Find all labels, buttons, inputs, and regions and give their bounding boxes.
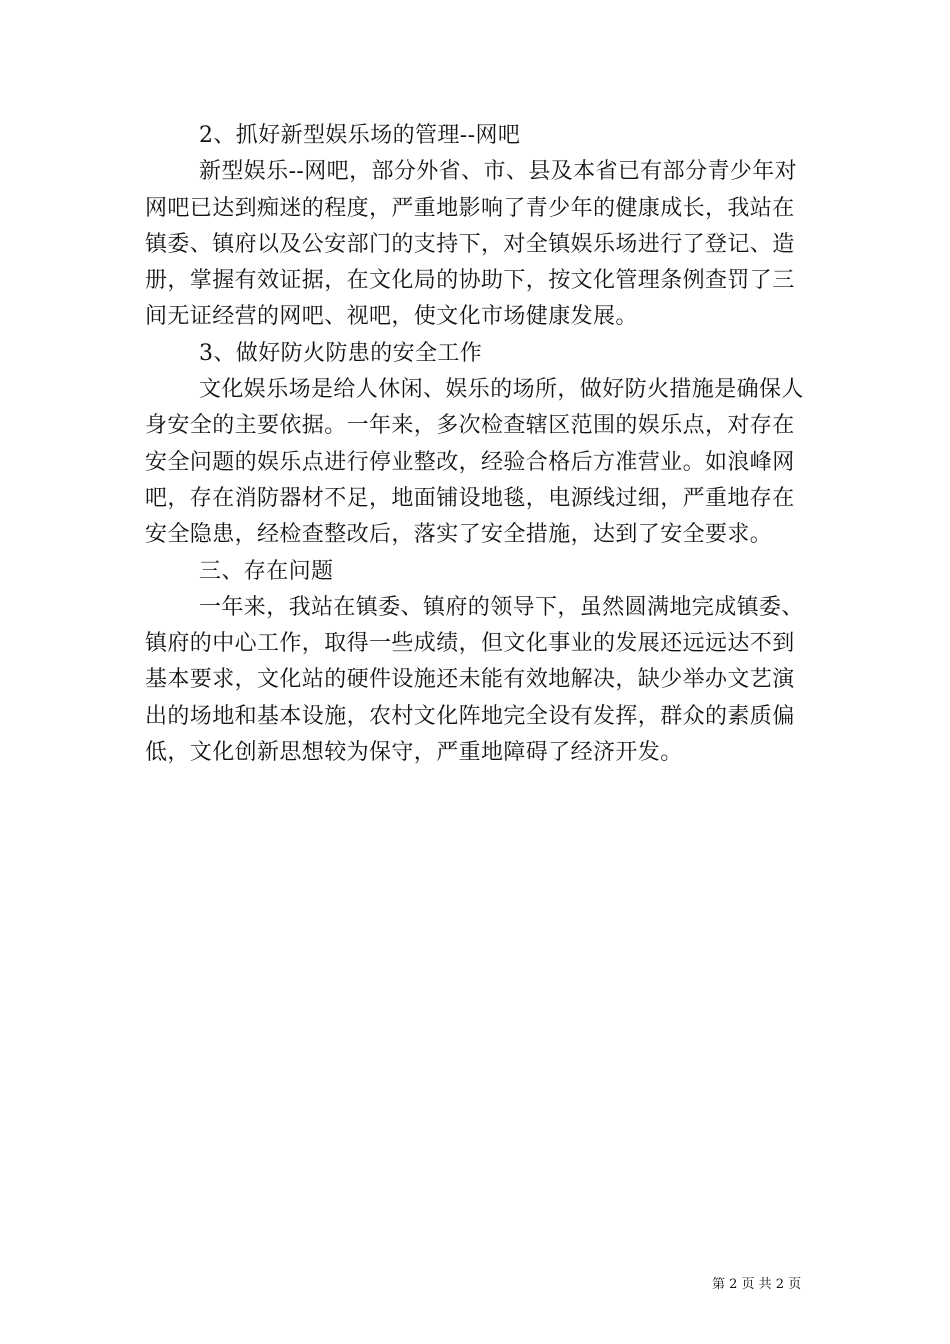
text-line: 3、做好防火防患的安全工作 xyxy=(199,340,483,366)
text-line: 基本要求，文化站的硬件设施还未能有效地解决，缺少举办文艺演 xyxy=(145,667,795,693)
text-line: 网吧已达到痴迷的程度，严重地影响了青少年的健康成长，我站在 xyxy=(145,195,795,221)
text-line: 身安全的主要依据。一年来，多次检查辖区范围的娱乐点，对存在 xyxy=(145,413,795,439)
page-number-footer: 第 2 页 共 2 页 xyxy=(712,1277,802,1292)
text-line: 低，文化创新思想较为保守，严重地障碍了经济开发。 xyxy=(145,740,683,766)
document-body xyxy=(145,118,813,771)
text-line: 一年来，我站在镇委、镇府的领导下，虽然圆满地完成镇委、 xyxy=(199,594,804,620)
text-line: 镇委、镇府以及公安部门的支持下，对全镇娱乐场进行了登记、造 xyxy=(145,231,795,257)
text-line: 镇府的中心工作，取得一些成绩，但文化事业的发展还远远达不到 xyxy=(145,631,795,657)
text-line: 文化娱乐场是给人休闲、娱乐的场所，做好防火措施是确保人 xyxy=(199,377,804,403)
text-line: 2、抓好新型娱乐场的管理--网吧 xyxy=(199,123,521,148)
text-line: 吧，存在消防器材不足，地面铺设地毯，电源线过细，严重地存在 xyxy=(145,485,795,511)
text-line: 出的场地和基本设施，农村文化阵地完全设有发挥，群众的素质偏 xyxy=(145,703,795,729)
text-line: 新型娱乐--网吧，部分外省、市、县及本省已有部分青少年对 xyxy=(199,159,798,185)
text-line: 安全问题的娱乐点进行停业整改，经验合格后方准营业。如浪峰网 xyxy=(145,449,795,475)
text-line: 三、存在问题 xyxy=(199,558,334,584)
text-line: 间无证经营的网吧、视吧，使文化市场健康发展。 xyxy=(145,304,638,330)
text-line: 安全隐患，经检查整改后，落实了安全措施，达到了安全要求。 xyxy=(145,522,773,548)
text-line: 册，掌握有效证据，在文化局的协助下，按文化管理条例查罚了三 xyxy=(145,268,795,294)
